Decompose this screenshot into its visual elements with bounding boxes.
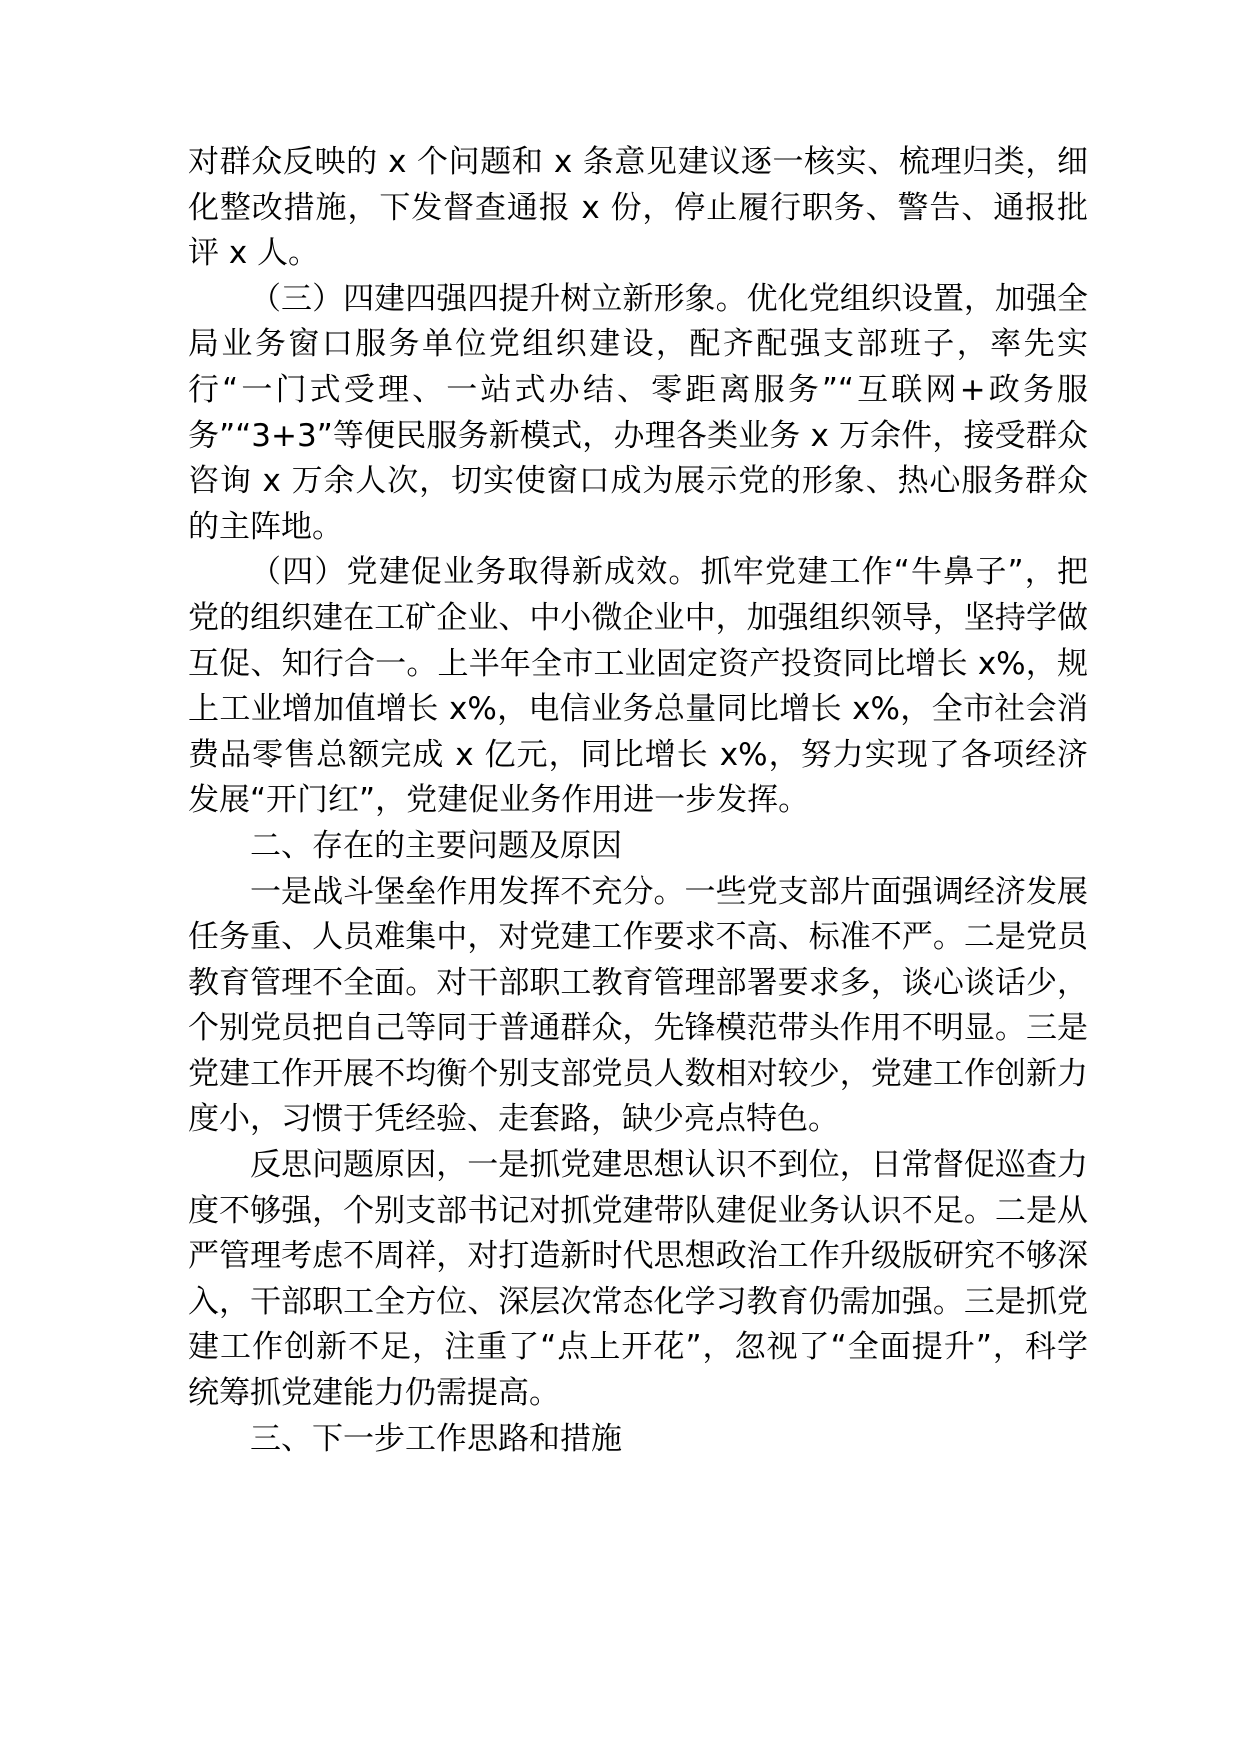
paragraph-new-image: （三）四建四强四提升树立新形象。优化党组织设置，加强全局业务窗口服务单位党组织建设，配齐配强支部班子，率先实行“一门式受理、一站式办结、零距离服务”“互联网+政务服务”“3+3”等便民服务新模式，办理各类业务 x 万余件，接受群众咨询 x 万余人次，切实使窗口成为展示党的形象、热心服务群众的主阵地。 [188, 280, 1088, 545]
section-heading-next-steps: 三、下一步工作思路和措施 [250, 1420, 622, 1457]
paragraph-new-results: （四）党建促业务取得新成效。抓牢党建工作“牛鼻子”，把党的组织建在工矿企业、中小微企业中，加强组织领导，坚持学做互促、知行合一。上半年全市工业固定资产投资同比增长 x%，规上工业增加值增长 x%，电信业务总量同比增长 x%，全市社会消费品零售总额完成 x 亿元，同比增长 x%，努力实现了各项经济发展“开门红”，党建促业务作用进一步发挥。 [188, 554, 1088, 819]
document-body [188, 140, 1088, 1462]
paragraph-reasons: 反思问题原因，一是抓党建思想认识不到位，日常督促巡查力度不够强，个别支部书记对抓党建带队建促业务认识不足。二是从严管理考虑不周祥，对打造新时代思想政治工作升级版研究不够深入，干部职工全方位、深层次常态化学习教育仍需加强。三是抓党建工作创新不足，注重了“点上开花”，忽视了“全面提升”，科学统筹抓党建能力仍需提高。 [188, 1147, 1088, 1412]
section-heading-problems: 二、存在的主要问题及原因 [250, 827, 622, 864]
paragraph-rectification: 对群众反映的 x 个问题和 x 条意见建议逐一核实、梳理归类，细化整改措施，下发督查通报 x 份，停止履行职务、警告、通报批评 x 人。 [188, 144, 1088, 272]
paragraph-main-problems: 一是战斗堡垒作用发挥不充分。一些党支部片面强调经济发展任务重、人员难集中，对党建工作要求不高、标准不严。二是党员教育管理不全面。对干部职工教育管理部署要求多，谈心谈话少，个别党员把自己等同于普通群众，先锋模范带头作用不明显。三是党建工作开展不均衡个别支部党员人数相对较少，党建工作创新力度小，习惯于凭经验、走套路，缺少亮点特色。 [188, 873, 1088, 1138]
